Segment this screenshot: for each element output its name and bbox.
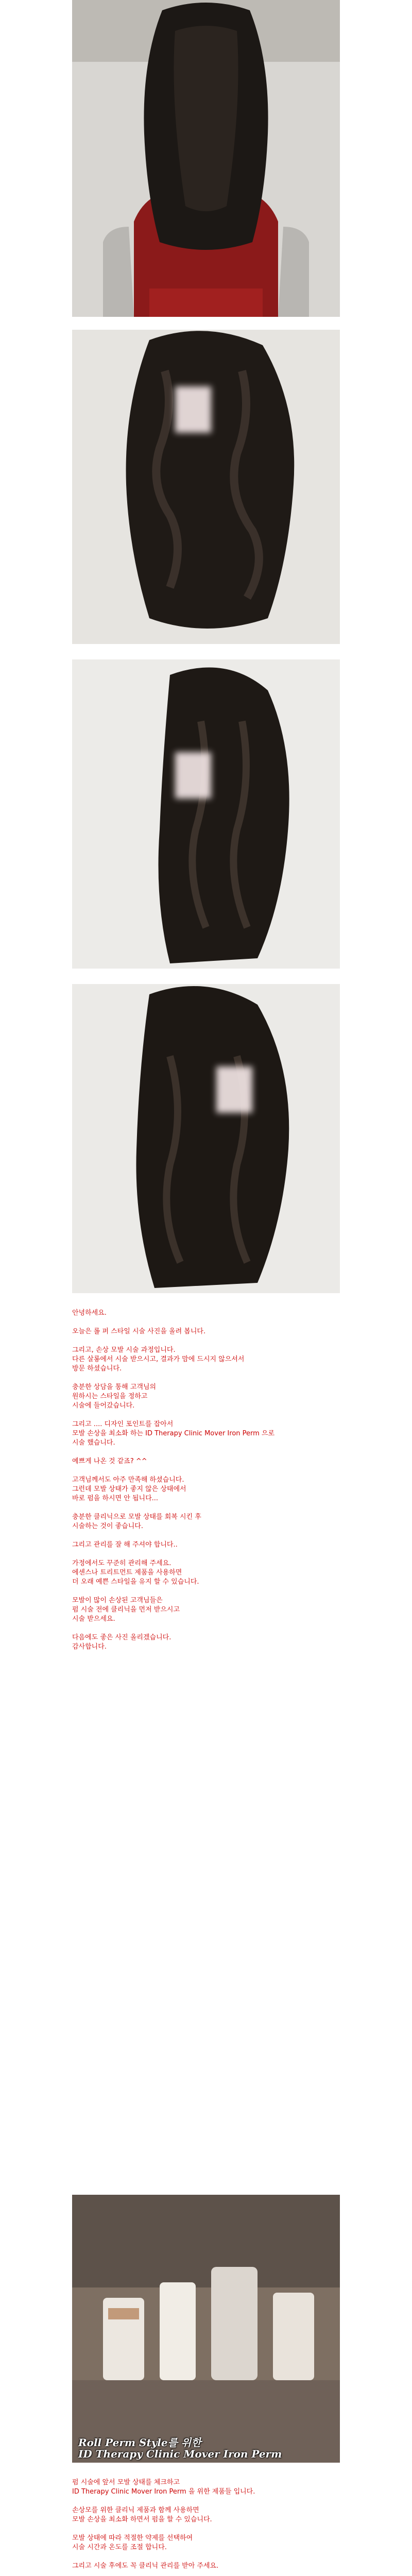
text-line: 다음에도 좋은 사진 올리겠습니다. bbox=[72, 1634, 171, 1641]
text-line: 그리고 시술 후에도 꼭 클리닉 관리를 받아 주세요. bbox=[72, 2562, 219, 2570]
back-view-hair-image bbox=[72, 0, 340, 317]
text-line: 그리고 관리를 잘 해 주셔야 합니다.. bbox=[72, 1541, 178, 1549]
description-text-block-1 bbox=[72, 1309, 340, 1652]
text-line: 펌 시술에 앞서 모발 상태를 체크하고 bbox=[72, 2479, 180, 2486]
side-hair-image-3 bbox=[72, 659, 340, 969]
text-gap bbox=[72, 2497, 340, 2506]
text-line: 시술 시간과 온도를 조절 합니다. bbox=[72, 2544, 167, 2551]
text-gap bbox=[72, 1318, 340, 1327]
text-line: 그리고 .... 디자인 포인트를 잡아서 bbox=[72, 1420, 174, 1428]
text-gap bbox=[72, 1448, 340, 1457]
text-gap bbox=[72, 2571, 340, 2576]
text-line: 손상모를 위한 클리닉 제품과 함께 사용하면 bbox=[72, 2506, 199, 2514]
text-gap bbox=[72, 1587, 340, 1596]
text-line: 모발 상태에 따라 적절한 약제를 선택하여 bbox=[72, 2534, 193, 2542]
product-image bbox=[72, 2195, 340, 2463]
blurred-face bbox=[175, 752, 211, 799]
text-line: 시술에 들어갔습니다. bbox=[72, 1402, 135, 1410]
back-view-photo-2 bbox=[72, 330, 340, 644]
text-line: 모발이 많이 손상된 고객님들은 bbox=[72, 1597, 163, 1604]
text-gap bbox=[72, 1466, 340, 1476]
text-gap bbox=[72, 1411, 340, 1420]
text-line: 예쁘게 나온 것 같죠? ^^ bbox=[72, 1458, 147, 1465]
text-line: 감사합니다. bbox=[72, 1643, 107, 1651]
text-line: 바로 펌을 하시면 안 됩니다... bbox=[72, 1495, 159, 1502]
description-text-block-2 bbox=[72, 2478, 340, 2576]
side-hair-image-4 bbox=[72, 984, 340, 1293]
text-line: 충분한 상담을 통해 고객님의 bbox=[72, 1383, 157, 1391]
caption-line-1: Roll Perm Style를 위한 bbox=[78, 2436, 201, 2449]
text-line: 에센스나 트리트먼트 제품을 사용하면 bbox=[72, 1569, 182, 1577]
side-view-photo-3 bbox=[72, 659, 340, 969]
text-gap bbox=[72, 1336, 340, 1346]
text-gap bbox=[72, 1624, 340, 1633]
text-gap bbox=[72, 1531, 340, 1540]
back-view-photo-1 bbox=[72, 0, 340, 317]
text-gap bbox=[72, 1550, 340, 1559]
text-line: 오늘은 롤 퍼 스타일 시술 사진을 올려 봅니다. bbox=[72, 1328, 206, 1335]
text-line: 가정에서도 꾸준히 관리해 주세요. bbox=[72, 1560, 171, 1567]
text-gap bbox=[72, 2524, 340, 2534]
text-line: 그리고, 손상 모발 시술 과정입니다. bbox=[72, 1346, 176, 1354]
text-line: 다른 살롱에서 시술 받으시고, 결과가 맘에 드시지 않으셔서 bbox=[72, 1355, 245, 1363]
text-line: 시술 받으세요. bbox=[72, 1615, 115, 1623]
text-line: 고객님께서도 아주 만족해 하셨습니다. bbox=[72, 1476, 184, 1484]
text-line: 시술하는 것이 좋습니다. bbox=[72, 1522, 143, 1530]
blurred-face bbox=[216, 1066, 252, 1113]
text-line: 더 오래 예쁜 스타일을 유지 할 수 있습니다. bbox=[72, 1578, 199, 1586]
text-gap bbox=[72, 1503, 340, 1513]
text-line: 원하시는 스타일을 정하고 bbox=[72, 1393, 148, 1400]
blurred-face bbox=[175, 386, 211, 433]
text-line: 안녕하세요. bbox=[72, 1309, 107, 1317]
text-line: 모발 손상을 최소화 하면서 펌을 할 수 있습니다. bbox=[72, 2516, 212, 2523]
caption-line-2: ID Therapy Clinic Mover Iron Perm bbox=[78, 2448, 282, 2460]
product-photo-5 bbox=[72, 2195, 340, 2463]
wavy-hair-image-2 bbox=[72, 330, 340, 644]
text-gap bbox=[72, 2552, 340, 2562]
text-line: 충분한 클리닉으로 모발 상태를 회복 시킨 후 bbox=[72, 1513, 201, 1521]
text-line: 펌 시술 전에 클리닉을 먼저 받으시고 bbox=[72, 1606, 180, 1614]
text-line: 방문 하셨습니다. bbox=[72, 1365, 122, 1372]
text-line: ID Therapy Clinic Mover Iron Perm 을 위한 제품들 입니다. bbox=[72, 2488, 255, 2496]
text-gap bbox=[72, 1374, 340, 1383]
text-line: 모발 손상을 최소화 하는 ID Therapy Clinic Mover Iron Perm 으로 bbox=[72, 1430, 275, 1437]
text-line: 그런데 모발 상태가 좋지 않은 상태에서 bbox=[72, 1485, 186, 1493]
side-view-photo-4 bbox=[72, 984, 340, 1293]
text-line: 시술 했습니다. bbox=[72, 1439, 115, 1447]
photo-caption bbox=[78, 2437, 282, 2460]
